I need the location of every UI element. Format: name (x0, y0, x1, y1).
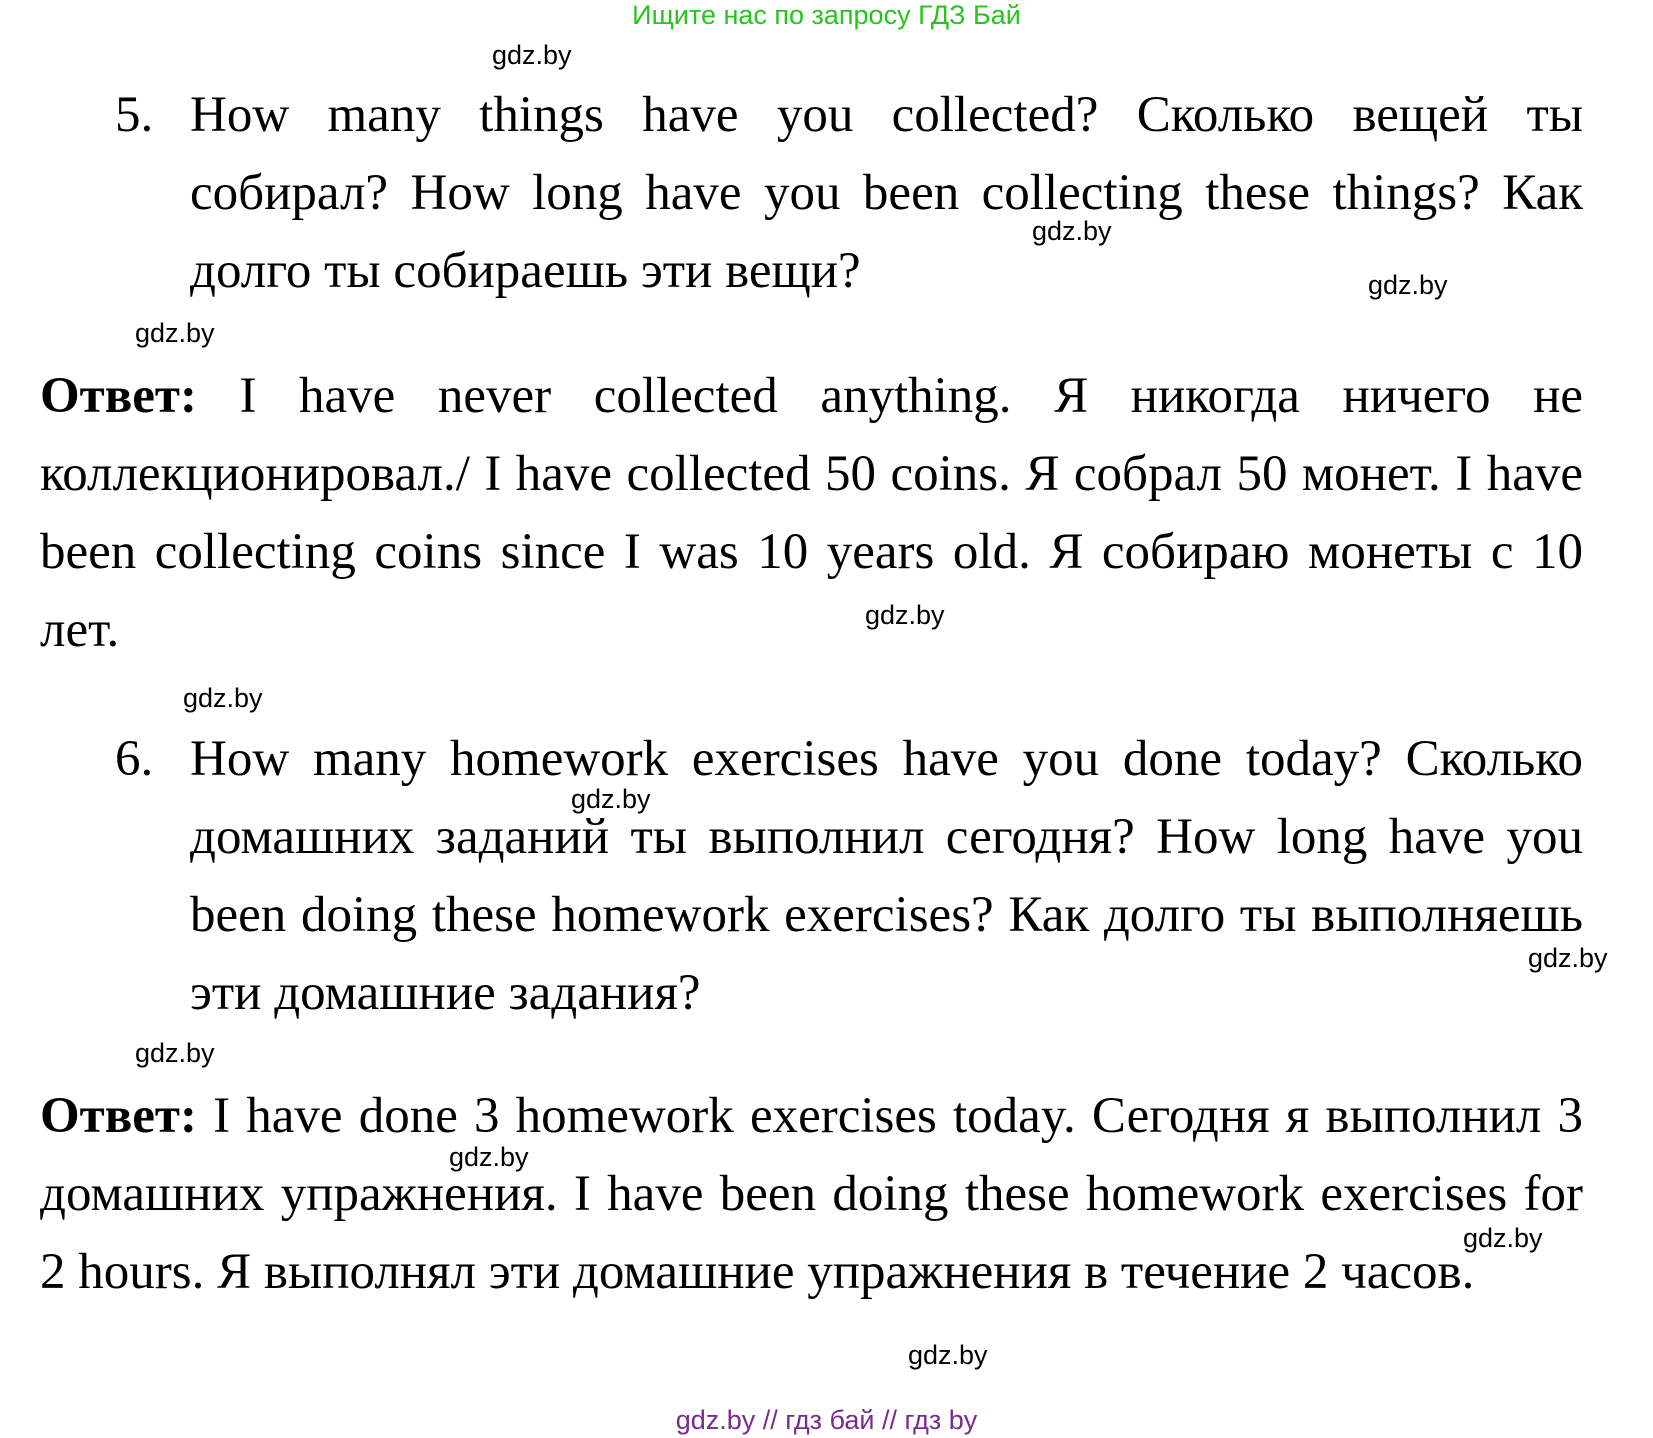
watermark: gdz.by (571, 784, 651, 814)
question-number: 5. (115, 87, 154, 143)
answer-label: Ответ: (40, 368, 197, 424)
watermark: gdz.by (449, 1142, 529, 1172)
answer-6 (40, 1077, 1583, 1311)
watermark: gdz.by (865, 600, 945, 630)
answer-text: I have done 3 homework exercises today. Сегодня я выполнил 3 домашних упражнения. I have been doing these homework exercises for 2 hours. Я выполнял эти домашние упражнения в течение 2 часов. (40, 1088, 1583, 1300)
watermark: gdz.by (135, 318, 215, 348)
answer-5 (40, 357, 1583, 669)
question-number: 6. (115, 731, 154, 787)
watermark: gdz.by (1368, 270, 1448, 300)
watermark: gdz.by (1463, 1223, 1543, 1253)
watermark: gdz.by (183, 683, 263, 713)
answer-label: Ответ: (40, 1088, 197, 1144)
question-text: How many things have you collected? Сколько вещей ты собирал? How long have you been collecting these things? Как долго ты собираешь эти вещи? (190, 87, 1583, 299)
watermark: gdz.by (1528, 943, 1608, 973)
question-text: How many homework exercises have you done today? Сколько домашних заданий ты выполнил сегодня? How long have you been doing these homework exercises? Как долго ты выполняешь эти домашние задания? (190, 731, 1583, 1021)
watermark: gdz.by (1032, 216, 1112, 246)
answer-text: I have never collected anything. Я никогда ничего не коллекционировал./ I have collected 50 coins. Я собрал 50 монет. I have been collecting coins since I was 10 years old. Я собираю монеты с 10 лет. (40, 368, 1583, 658)
watermark: gdz.by (135, 1038, 215, 1068)
watermark: gdz.by (908, 1340, 988, 1370)
search-banner: Ищите нас по запросу ГДЗ Бай (632, 0, 1021, 30)
watermark: gdz.by (492, 40, 572, 70)
footer-links: gdz.by // гдз бай // гдз by (675, 1405, 978, 1435)
